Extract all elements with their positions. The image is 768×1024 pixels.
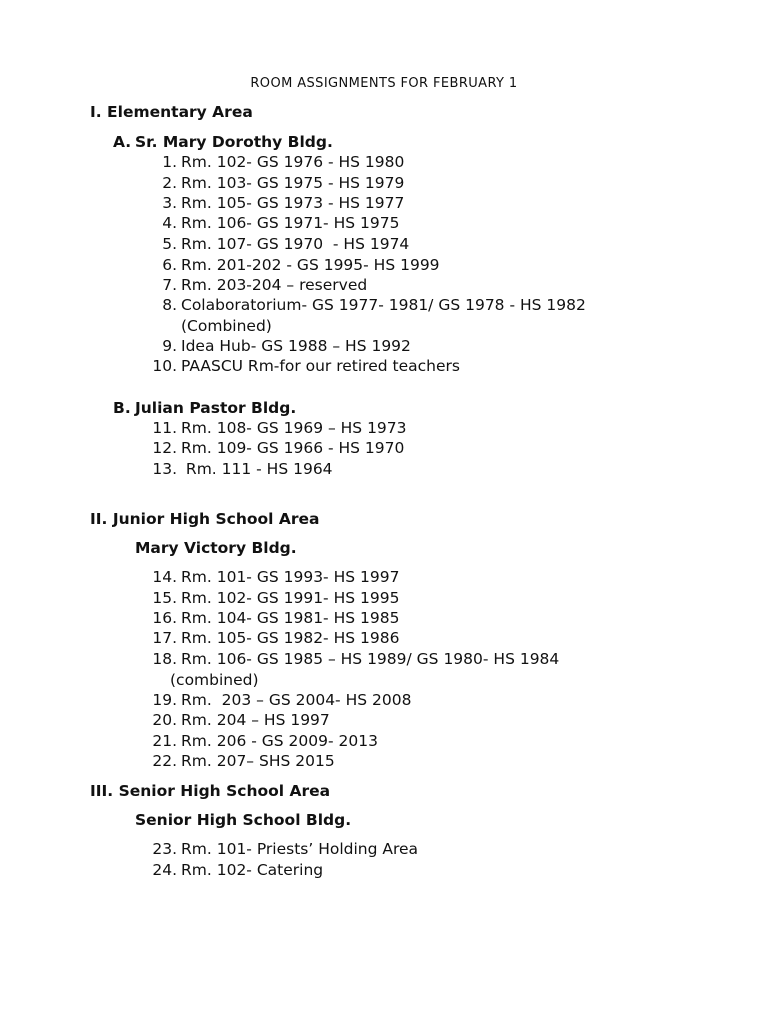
list-item-text: Rm. 108- GS 1969 – HS 1973 <box>181 419 407 437</box>
list-item-text: Rm. 207– SHS 2015 <box>181 752 335 770</box>
list-item-number: 5. <box>162 235 177 253</box>
list-item-number: 15. <box>152 589 177 607</box>
list-item-text: Rm. 106- GS 1985 – HS 1989/ GS 1980- HS 1984 <box>181 650 560 668</box>
subsection-heading-shs-bldg: Senior High School Bldg. <box>135 811 352 829</box>
list-item-text: Rm. 101- Priests’ Holding Area <box>181 840 419 858</box>
subsection-heading-dorothy: Sr. Mary Dorothy Bldg. <box>135 133 333 151</box>
list-item-number: 2. <box>162 174 177 192</box>
list-item-number: 21. <box>152 732 177 750</box>
list-item-text: Rm. 204 – HS 1997 <box>181 711 330 729</box>
list-item-text: Rm. 106- GS 1971- HS 1975 <box>181 214 400 232</box>
list-item-text: Rm. 109- GS 1966 - HS 1970 <box>181 439 405 457</box>
section-heading-elementary: I. Elementary Area <box>90 103 253 121</box>
list-item-number: 3. <box>162 194 177 212</box>
subsection-marker: A. <box>113 133 132 151</box>
list-item-number: 7. <box>162 276 177 294</box>
subsection-heading-mary-victory: Mary Victory Bldg. <box>135 539 297 557</box>
subsection-marker: B. <box>113 399 131 417</box>
list-item-number: 14. <box>152 568 177 586</box>
document-title: ROOM ASSIGNMENTS FOR FEBRUARY 1 <box>250 76 518 91</box>
list-item-text: Rm. 105- GS 1973 - HS 1977 <box>181 194 405 212</box>
list-item-text: Rm. 105- GS 1982- HS 1986 <box>181 629 400 647</box>
list-item-number: 4. <box>162 214 177 232</box>
list-item-continuation: (Combined) <box>181 317 272 335</box>
section-heading-junior-high: II. Junior High School Area <box>90 510 320 528</box>
list-item-text: PAASCU Rm-for our retired teachers <box>181 357 460 375</box>
list-item-number: 24. <box>152 861 177 879</box>
list-item-text: Rm. 203 – GS 2004- HS 2008 <box>181 691 412 709</box>
list-item-text: Rm. 104- GS 1981- HS 1985 <box>181 609 400 627</box>
list-item-text: Rm. 102- GS 1991- HS 1995 <box>181 589 400 607</box>
list-item-number: 11. <box>152 419 177 437</box>
list-item-number: 17. <box>152 629 177 647</box>
list-item-continuation: (combined) <box>170 671 259 689</box>
list-item-text: Rm. 107- GS 1970 - HS 1974 <box>181 235 410 253</box>
list-item-text: Rm. 102- Catering <box>181 861 324 879</box>
section-heading-senior-high: III. Senior High School Area <box>90 782 331 800</box>
list-item-number: 20. <box>152 711 177 729</box>
list-item-number: 22. <box>152 752 177 770</box>
list-item-text: Rm. 103- GS 1975 - HS 1979 <box>181 174 405 192</box>
list-item-text: Rm. 111 - HS 1964 <box>181 460 333 478</box>
list-item-number: 23. <box>152 840 177 858</box>
list-item-number: 19. <box>152 691 177 709</box>
list-item-text: Idea Hub- GS 1988 – HS 1992 <box>181 337 411 355</box>
list-item-text: Rm. 203-204 – reserved <box>181 276 368 294</box>
list-item-number: 10. <box>152 357 177 375</box>
list-item-number: 13. <box>152 460 177 478</box>
list-item-text: Rm. 102- GS 1976 - HS 1980 <box>181 153 405 171</box>
list-item-text: Rm. 206 - GS 2009- 2013 <box>181 732 378 750</box>
list-item-text: Rm. 101- GS 1993- HS 1997 <box>181 568 400 586</box>
list-item-text: Rm. 201-202 - GS 1995- HS 1999 <box>181 256 440 274</box>
list-item-number: 16. <box>152 609 177 627</box>
list-item-number: 1. <box>162 153 177 171</box>
list-item-number: 9. <box>162 337 177 355</box>
subsection-heading-julian: Julian Pastor Bldg. <box>135 399 297 417</box>
list-item-text: Colaboratorium- GS 1977- 1981/ GS 1978 - HS 1982 <box>181 296 586 314</box>
list-item-number: 8. <box>162 296 177 314</box>
list-item-number: 6. <box>162 256 177 274</box>
list-item-number: 12. <box>152 439 177 457</box>
list-item-number: 18. <box>152 650 177 668</box>
